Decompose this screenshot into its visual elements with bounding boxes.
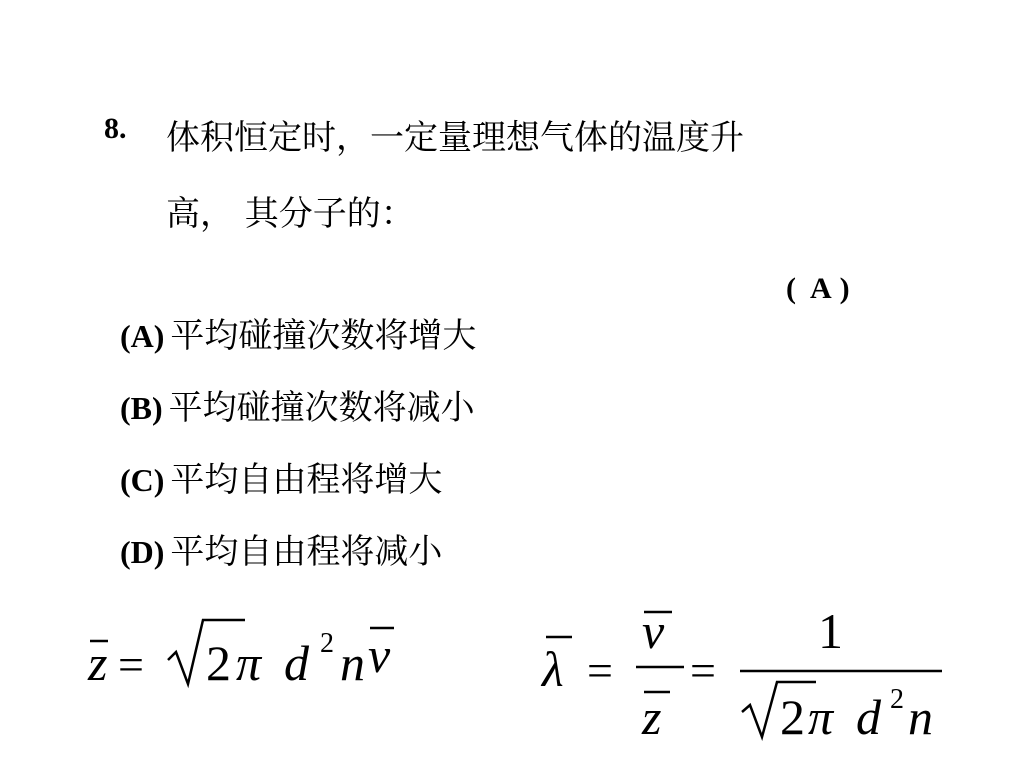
question-number: 8.: [104, 112, 127, 145]
option-c-letter: (C): [120, 462, 165, 498]
f1-lhs: z: [88, 635, 108, 691]
f2-exponent: 2: [890, 684, 904, 715]
f1-d: d: [284, 635, 309, 691]
question-text-line-1: 体积恒定时，一定量理想气体的温度升: [166, 118, 744, 158]
f1-equals: =: [118, 639, 144, 690]
answer-close-paren: ): [839, 272, 850, 305]
f2-numerator-2: 1: [818, 603, 843, 659]
option-a-letter: (A): [120, 318, 165, 354]
f2-n: n: [908, 689, 933, 745]
f2-d: d: [856, 689, 881, 745]
f1-n: n: [340, 635, 365, 691]
option-b-text: 平均碰撞次数将减小: [168, 388, 475, 428]
option-a-text: 平均碰撞次数将增大: [170, 316, 477, 356]
f1-two: 2: [206, 635, 231, 691]
f2-pi: π: [808, 689, 834, 745]
option-c-text: 平均自由程将增大: [170, 460, 443, 500]
f2-two: 2: [780, 689, 805, 745]
f2-lhs: λ: [542, 641, 564, 697]
f2-equals-1: =: [587, 645, 613, 696]
formula-1: [87, 620, 394, 691]
f1-v: v: [368, 627, 391, 683]
f1-pi: π: [236, 635, 262, 691]
formula-2: [540, 603, 942, 745]
option-d-letter: (D): [120, 534, 165, 570]
option-b-letter: (B): [120, 390, 163, 426]
option-d-text: 平均自由程将减小: [170, 532, 443, 572]
f1-exponent: 2: [320, 628, 334, 659]
answer-open-paren: (: [786, 272, 796, 305]
f2-numerator-1: v: [642, 603, 665, 659]
answer-value: A: [810, 272, 832, 305]
f2-equals-2: =: [690, 645, 716, 696]
question-text-line-2: 高， 其分子的：: [166, 194, 415, 234]
f2-denominator-1: z: [642, 689, 662, 745]
